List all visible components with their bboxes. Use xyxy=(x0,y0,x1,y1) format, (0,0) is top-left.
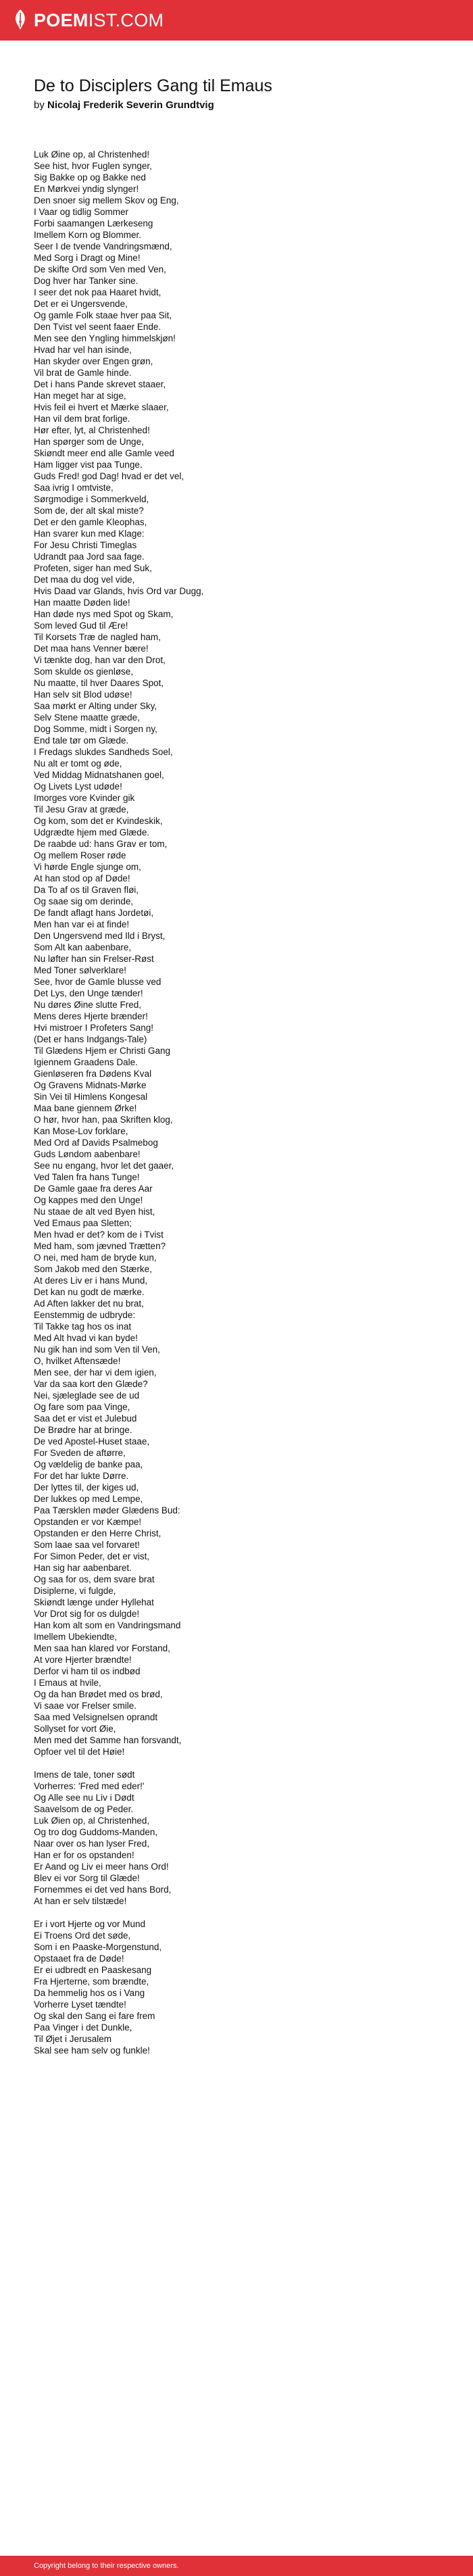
poem-line: Nu alt er tomt og øde, xyxy=(34,758,122,769)
poem-line: Nu gik han ind som Ven til Ven, xyxy=(34,1344,160,1355)
poem-line: Forbi saamangen Lærkeseng xyxy=(34,218,153,228)
poem-line: Igiennem Graadens Dale. xyxy=(34,1057,138,1067)
poem-line: Han sig har aabenbaret. xyxy=(34,1563,132,1573)
poem-line: Og da han Brødet med os brød, xyxy=(34,1689,163,1699)
poem-line: Men see, der har vi dem igien, xyxy=(34,1367,157,1378)
poem-line: For Sveden de aftørre, xyxy=(34,1448,126,1458)
poem-line: See, hvor de Gamle blusse ved xyxy=(34,977,161,987)
poem-line: At han stod op af Døde! xyxy=(34,873,130,883)
poem-line: Imellem Ubekiendte, xyxy=(34,1632,118,1642)
byline-label: by xyxy=(34,99,45,111)
poem-line: Dog Somme, midt i Sorgen ny, xyxy=(34,724,157,734)
poem-line: Profeten, siger han med Suk, xyxy=(34,563,152,573)
poem-line: Paa Vinger i det Dunkle, xyxy=(34,2022,132,2033)
poem-line: Skiøndt meer end alle Gamle veed xyxy=(34,448,174,458)
poem-line: Fra Hjerterne, som brændte, xyxy=(34,1976,149,1987)
poem-line: Hør efter, lyt, al Christenhed! xyxy=(34,425,150,435)
poem-line: Det maa hans Venner bære! xyxy=(34,643,149,654)
poem-line: De Gamle gaae fra deres Aar xyxy=(34,1184,153,1194)
poem-line: Guds Fred! god Dag! hvad er det vel, xyxy=(34,471,184,481)
poem-line: Og kom, som det er Kvindeskik, xyxy=(34,816,163,826)
poem-line: (Det er hans Indgangs-Tale) xyxy=(34,1034,147,1044)
poem-line: De raabde ud: hans Grav er tom, xyxy=(34,839,168,849)
poem-line: Han vil dem brat forlige. xyxy=(34,414,130,424)
poem-line: I Vaar og tidlig Sommer xyxy=(34,207,129,217)
poem-line: Som leved Gud til Ære! xyxy=(34,621,128,631)
poem-line: Og gamle Folk staae hver paa Sit, xyxy=(34,310,172,320)
site-name-light: IST.COM xyxy=(88,10,164,30)
poem-line: Og vældelig de banke paa, xyxy=(34,1459,143,1469)
poem-line: Selv Stene maatte græde, xyxy=(34,712,140,723)
poem-line: Men saa han klared vor Forstand, xyxy=(34,1643,170,1653)
poem-line: Udgrædte hjem med Glæde. xyxy=(34,827,150,837)
poem-line: Saavelsom de og Peder. xyxy=(34,1804,134,1814)
poem-line: Hvad har vel han isinde, xyxy=(34,345,132,355)
stanza xyxy=(34,1918,439,2056)
poem-line: Da To af os til Graven fløi, xyxy=(34,885,139,895)
poem-line: At deres Liv er i hans Mund, xyxy=(34,1275,148,1286)
poem-line: Han selv sit Blod udøse! xyxy=(34,689,132,700)
poem-line: Nu løfter han sin Frelser-Røst xyxy=(34,954,154,964)
poem-line: Ved Emaus paa Sletten; xyxy=(34,1218,132,1228)
poem-line: Er ei udbredt en Paaskesang xyxy=(34,1965,152,1975)
poem-body xyxy=(34,149,439,2056)
poem-line: Dog hver har Tanker sine. xyxy=(34,276,139,286)
poem-line: Ved Middag Midnatshanen goel, xyxy=(34,770,164,780)
stanza xyxy=(34,149,439,1757)
poem-line: De ved Apostel-Huset staae, xyxy=(34,1436,150,1447)
copyright-notice: Copyright belong to their respective owners. xyxy=(34,2562,179,2570)
poem-line: Men see den Yngling himmelskjøn! xyxy=(34,333,176,343)
poem-line: Disiplerne, vi fulgde, xyxy=(34,1586,116,1596)
poem-line: Imens de tale, toner sødt xyxy=(34,1770,135,1780)
poem-line: En Mørkvei yndig slynger! xyxy=(34,184,139,194)
poem-line: See nu engang, hvor let det gaaer, xyxy=(34,1161,174,1171)
poem-line: Saa det er vist et Julebud xyxy=(34,1413,137,1424)
poem-line: Ved Talen fra hans Tunge! xyxy=(34,1172,140,1182)
poem-line: Saa ivrig I omtviste, xyxy=(34,483,114,493)
poem-line: Gienløseren fra Dødens Kval xyxy=(34,1069,152,1079)
poem-line: De skifte Ord som Ven med Ven, xyxy=(34,264,166,274)
poem-line: Men han var ei at finde! xyxy=(34,919,130,929)
poem-line: Og skal den Sang ei fare frem xyxy=(34,2011,155,2021)
poem-line: Er i vort Hjerte og vor Mund xyxy=(34,1919,146,1929)
poem-line: Og saae sig om derinde, xyxy=(34,896,134,906)
poem-line: Vorherre Lyset tændte! xyxy=(34,1999,126,2010)
poem-line: See hist, hvor Fuglen synger, xyxy=(34,161,152,171)
author-name[interactable]: Nicolaj Frederik Severin Grundtvig xyxy=(47,99,214,111)
poem-line: Ham ligger vist paa Tunge. xyxy=(34,460,143,470)
poem-line: Imorges vore Kvinder gik xyxy=(34,793,135,803)
poem-line: Med Alt hvad vi kan byde! xyxy=(34,1333,138,1343)
byline xyxy=(34,99,214,112)
poem-line: Som i en Paaske-Morgenstund, xyxy=(34,1942,162,1952)
poem-line: Med Sorg i Dragt og Mine! xyxy=(34,253,141,263)
poem-line: Den snoer sig mellem Skov og Eng, xyxy=(34,195,179,205)
poem-line: Saa med Velsignelsen oprandt xyxy=(34,1712,158,1722)
poem-line: Til Takke tag hos os inat xyxy=(34,1321,132,1332)
poem-line: Til Korsets Træ de nagled ham, xyxy=(34,632,161,642)
site-name-bold: POEM xyxy=(34,10,89,30)
poem-line: Luk Øien op, al Christenhed, xyxy=(34,1816,150,1826)
poem-line: Med Ord af Davids Psalmebog xyxy=(34,1138,158,1148)
poem-line: Som skulde os gienløse, xyxy=(34,666,134,677)
poem-line: Vi saae vor Frelser smile. xyxy=(34,1701,137,1711)
poem-line: Er Aand og Liv ei meer hans Ord! xyxy=(34,1862,169,1872)
poem-line: Skiøndt længe under Hyllehat xyxy=(34,1597,154,1607)
poem-line: End tale tør om Glæde. xyxy=(34,735,129,746)
poem-line: De Brødre har at bringe. xyxy=(34,1425,132,1435)
poem-line: Vil brat de Gamle hinde. xyxy=(34,368,132,378)
poem-line: Som de, der alt skal miste? xyxy=(34,506,144,516)
poem-line: Det er ei Ungersvende, xyxy=(34,299,128,309)
poem-line: Der lukkes op med Lempe, xyxy=(34,1494,143,1504)
poem-line: Som Jakob med den Stærke, xyxy=(34,1264,152,1274)
poem-line: O hør, hvor han, paa Skriften klog, xyxy=(34,1115,173,1125)
poem-line: O, hvilket Aftensæde! xyxy=(34,1356,121,1366)
poem-line: Og kappes med den Unge! xyxy=(34,1195,143,1205)
poem-line: Han meget har at sige, xyxy=(34,391,126,401)
poem-line: O nei, med ham de bryde kun, xyxy=(34,1253,157,1263)
poem-line: Naar over os han lyser Fred, xyxy=(34,1839,150,1849)
poem-line: Guds Løndom aabenbare! xyxy=(34,1149,141,1159)
poem-line: Til Jesu Grav at græde, xyxy=(34,804,129,815)
poem-line: Nu maatte, til hver Daares Spot, xyxy=(34,678,164,688)
poem-line: Derfor vi ham til os indbød xyxy=(34,1666,141,1676)
poem-line: Mens deres Hjerte brænder! xyxy=(34,1011,148,1021)
poem-line: Og Livets Lyst udøde! xyxy=(34,781,122,792)
poem-line: Maa bane giennem Ørke! xyxy=(34,1103,137,1113)
poem-line: Til Glædens Hjem er Christi Gang xyxy=(34,1046,171,1056)
quill-pen-icon xyxy=(12,9,28,32)
poem-line: Han svarer kun med Klage: xyxy=(34,529,145,539)
poem-line: Ad Aften lakker det nu brat, xyxy=(34,1298,144,1309)
poem-line: I Fredags slukdes Sandheds Soel, xyxy=(34,747,173,757)
poem-line: Luk Øine op, al Christenhed! xyxy=(34,149,150,160)
poem-line: Det er den gamle Kleophas, xyxy=(34,517,147,527)
poem-line: De fandt aflagt hans Jordetøi, xyxy=(34,908,154,918)
poem-line: Opstanden er den Herre Christ, xyxy=(34,1528,161,1538)
poem-line: Udrandt paa Jord saa fage. xyxy=(34,552,145,562)
poem-line: Det kan nu godt de mærke. xyxy=(34,1287,145,1297)
poem-line: Vi tænkte dog, han var den Drot, xyxy=(34,655,166,665)
poem-line: Vor Drot sig for os dulgde! xyxy=(34,1609,140,1619)
poem-line: Han skyder over Engen grøn, xyxy=(34,356,153,366)
footer-bar xyxy=(0,2556,473,2576)
poem-line: Det i hans Pande skrevet staaer, xyxy=(34,379,166,389)
poem-line: Da hemmelig hos os i Vang xyxy=(34,1988,145,1998)
poem-line: Han er for os opstanden! xyxy=(34,1850,134,1860)
poem-line: Blev ei vor Sorg til Glæde! xyxy=(34,1873,140,1883)
poem-line: At vore Hjerter brændte! xyxy=(34,1655,132,1665)
poem-line: Som Alt kan aabenbare, xyxy=(34,942,132,952)
poem-line: Hvis feil ei hvert et Mærke slaaer, xyxy=(34,402,169,412)
poem-line: Han kom alt som en Vandringsmand xyxy=(34,1620,181,1630)
poem-line: Men med det Samme han forsvandt, xyxy=(34,1735,182,1745)
poem-line: Med Toner sølverklare! xyxy=(34,965,127,975)
poem-line: Var da saa kort den Glæde? xyxy=(34,1379,148,1389)
poem-line: Med ham, som jævned Trætten? xyxy=(34,1241,166,1251)
poem-line: Og Alle see nu Liv i Dødt xyxy=(34,1793,134,1803)
poem-line: Skal see ham selv og funkle! xyxy=(34,2045,150,2056)
poem-line: Sig Bakke op og Bakke ned xyxy=(34,172,146,183)
poem-line: Men hvad er det? kom de i Tvist xyxy=(34,1230,164,1240)
poem-line: Opfoer vel til det Høie! xyxy=(34,1747,125,1757)
poem-line: Saa mørkt er Alting under Sky, xyxy=(34,701,157,711)
poem-line: I Emaus at hvile, xyxy=(34,1678,101,1688)
poem-line: For Jesu Christi Timeglas xyxy=(34,540,137,550)
poem-line: Opstaaet fra de Døde! xyxy=(34,1953,124,1964)
poem-line: Som laae saa vel forvaret! xyxy=(34,1540,140,1550)
poem-line: Nu staae de alt ved Byen hist, xyxy=(34,1207,155,1217)
poem-line: Sørgmodige i Sommerkveld, xyxy=(34,494,149,504)
poem-line: Vorherres: 'Fred med eder!' xyxy=(34,1781,145,1791)
stanza xyxy=(34,1769,439,1907)
poem-line: I seer det nok paa Haaret hvidt, xyxy=(34,287,161,297)
poem-line: Han spørger som de Unge, xyxy=(34,437,144,447)
poem-line: Opstanden er vor Kæmpe! xyxy=(34,1517,142,1527)
poem-line: Og saa for os, dem svare brat xyxy=(34,1574,155,1584)
poem-line: Kan Mose-Lov forklare, xyxy=(34,1126,128,1136)
poem-line: Hvis Daad var Glands, hvis Ord var Dugg, xyxy=(34,586,204,596)
poem-line: Han maatte Døden lide! xyxy=(34,598,130,608)
poem-line: Han døde nys med Spot og Skam, xyxy=(34,609,174,619)
poem-line: Vi hørde Engle sjunge om, xyxy=(34,862,141,872)
poem-line: Der lyttes til, der kiges ud, xyxy=(34,1482,139,1492)
poem-line: Nei, sjæleglade see de ud xyxy=(34,1390,140,1401)
poem-line: Sollyset for vort Øie, xyxy=(34,1724,116,1734)
poem-line: Paa Tærsklen møder Glædens Bud: xyxy=(34,1505,180,1515)
poem-line: For Simon Peder, det er vist, xyxy=(34,1551,150,1561)
poem-line: Det maa du dog vel vide, xyxy=(34,575,135,585)
poem-line: Seer I de tvende Vandringsmænd, xyxy=(34,241,172,251)
poem-line: Ei Troens Ord det søde, xyxy=(34,1930,131,1941)
poem-line: Imellem Korn og Blommer. xyxy=(34,230,142,240)
top-bar xyxy=(0,0,473,41)
poem-line: Fornemmes ei det ved hans Bord, xyxy=(34,1885,172,1895)
poem-line: Eenstemmig de udbryde: xyxy=(34,1310,136,1320)
poem-line: Og mellem Roser røde xyxy=(34,850,126,860)
poem-line: Det Lys, den Unge tænder! xyxy=(34,988,143,998)
poem-line: Og tro dog Guddoms-Manden, xyxy=(34,1827,158,1837)
poem-line: For det har lukte Dørre. xyxy=(34,1471,129,1481)
poem-line: At han er selv tilstæde! xyxy=(34,1896,127,1906)
site-logo[interactable] xyxy=(12,9,164,32)
poem-line: Hvi mistroer I Profeters Sang! xyxy=(34,1023,154,1033)
site-name xyxy=(34,9,164,32)
poem-line: Nu døres Øine slutte Fred, xyxy=(34,1000,142,1010)
poem-line: Sin Vei til Himlens Kongesal xyxy=(34,1092,148,1102)
poem-line: Og Gravens Midnats-Mørke xyxy=(34,1080,147,1090)
poem-line: Til Øjet i Jerusalem xyxy=(34,2034,112,2044)
poem-title: De to Disciplers Gang til Emaus xyxy=(34,76,272,95)
poem-line: Den Tvist vel seent faaer Ende. xyxy=(34,322,161,332)
poem-line: Og fare som paa Vinge, xyxy=(34,1402,130,1412)
poem-line: Den Ungersvend med Ild i Bryst, xyxy=(34,931,166,941)
